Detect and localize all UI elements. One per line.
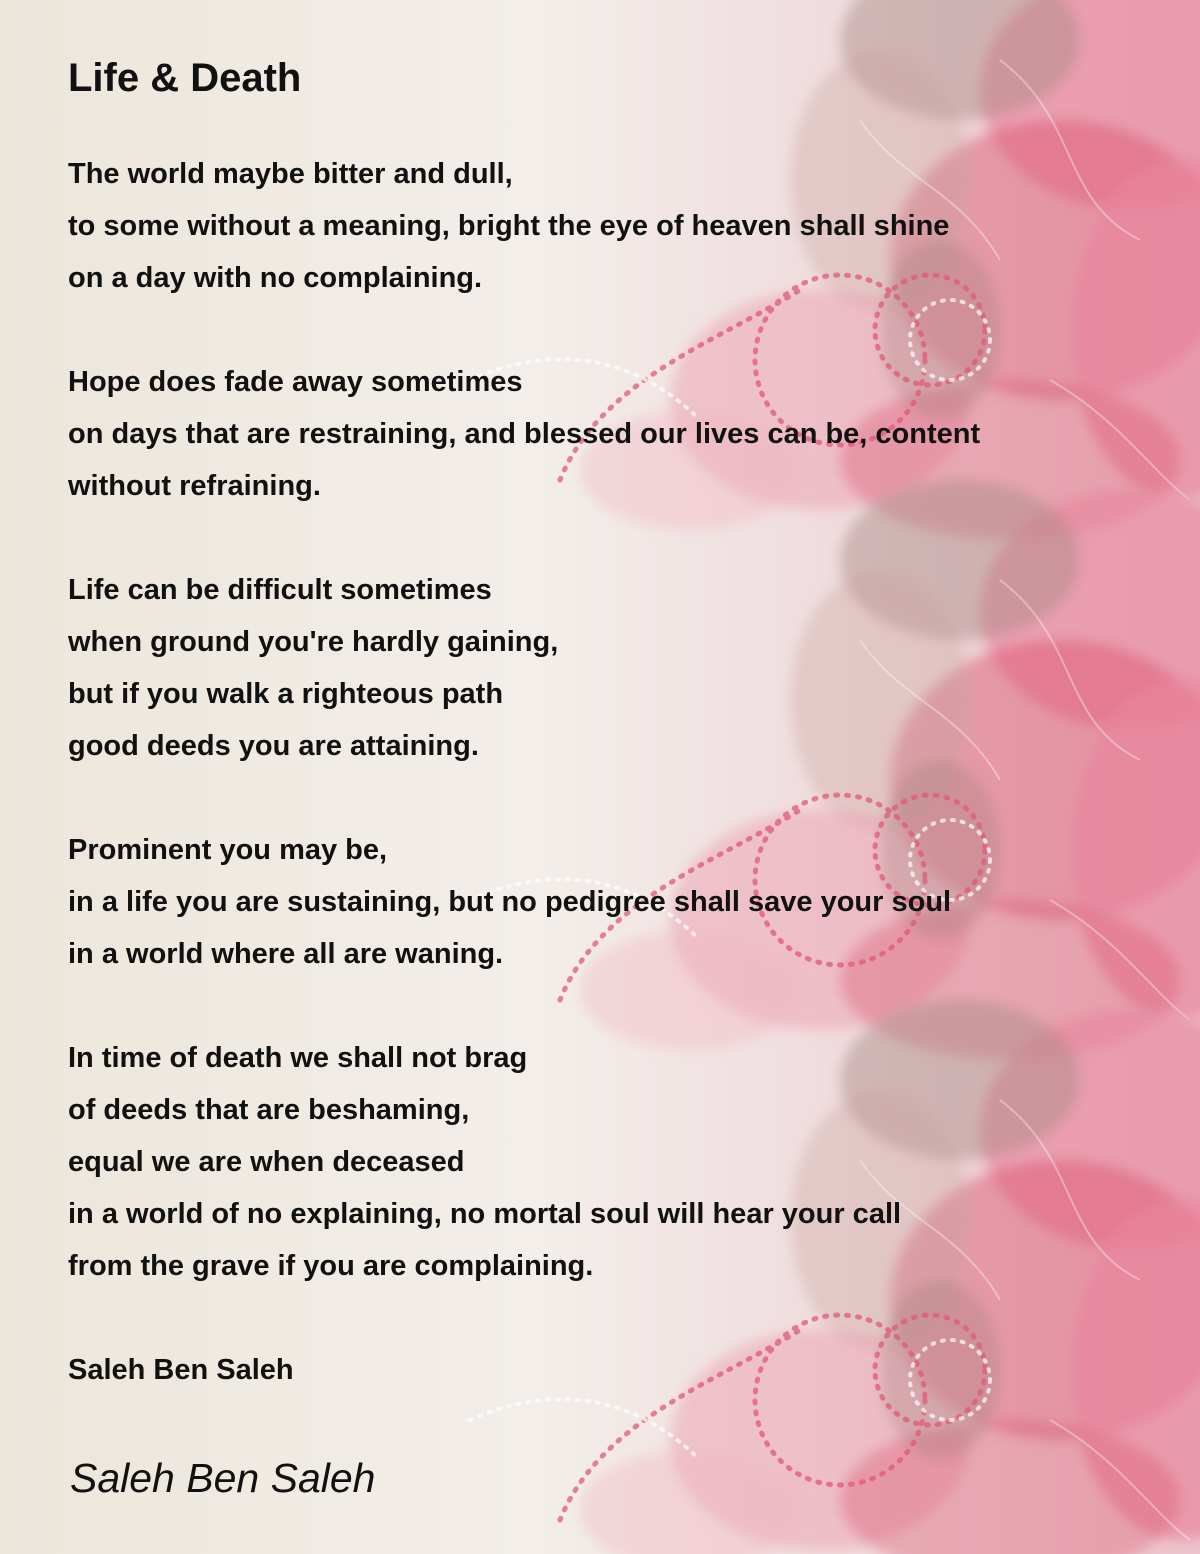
- author-signature: Saleh Ben Saleh: [70, 1455, 376, 1501]
- poem-title: Life & Death: [68, 56, 302, 100]
- poem-line: in a life you are sustaining, but no pedigree shall save your soul: [68, 886, 952, 918]
- poem-line: on days that are restraining, and blessed our lives can be, content: [68, 418, 981, 450]
- poem-line: of deeds that are beshaming,: [68, 1094, 470, 1126]
- poem-line: on a day with no complaining.: [68, 262, 483, 294]
- author-name: Saleh Ben Saleh: [68, 1354, 294, 1386]
- poem-line: to some without a meaning, bright the eye of heaven shall shine: [68, 210, 950, 242]
- poem-line: from the grave if you are complaining.: [68, 1250, 594, 1282]
- poem-line: in a world of no explaining, no mortal soul will hear your call: [68, 1198, 902, 1230]
- poem-line: when ground you're hardly gaining,: [68, 626, 559, 658]
- poem-line: Life can be difficult sometimes: [68, 574, 492, 606]
- poem-line: without refraining.: [68, 470, 321, 502]
- poem-line: The world maybe bitter and dull,: [68, 158, 513, 190]
- poem-line: equal we are when deceased: [68, 1146, 465, 1178]
- poem-line: Hope does fade away sometimes: [68, 366, 523, 398]
- poem-line: in a world where all are waning.: [68, 938, 504, 970]
- poem-line: In time of death we shall not brag: [68, 1042, 528, 1074]
- poem-line: Prominent you may be,: [68, 834, 388, 866]
- poem-line: good deeds you are attaining.: [68, 730, 479, 762]
- poem-line: but if you walk a righteous path: [68, 678, 504, 710]
